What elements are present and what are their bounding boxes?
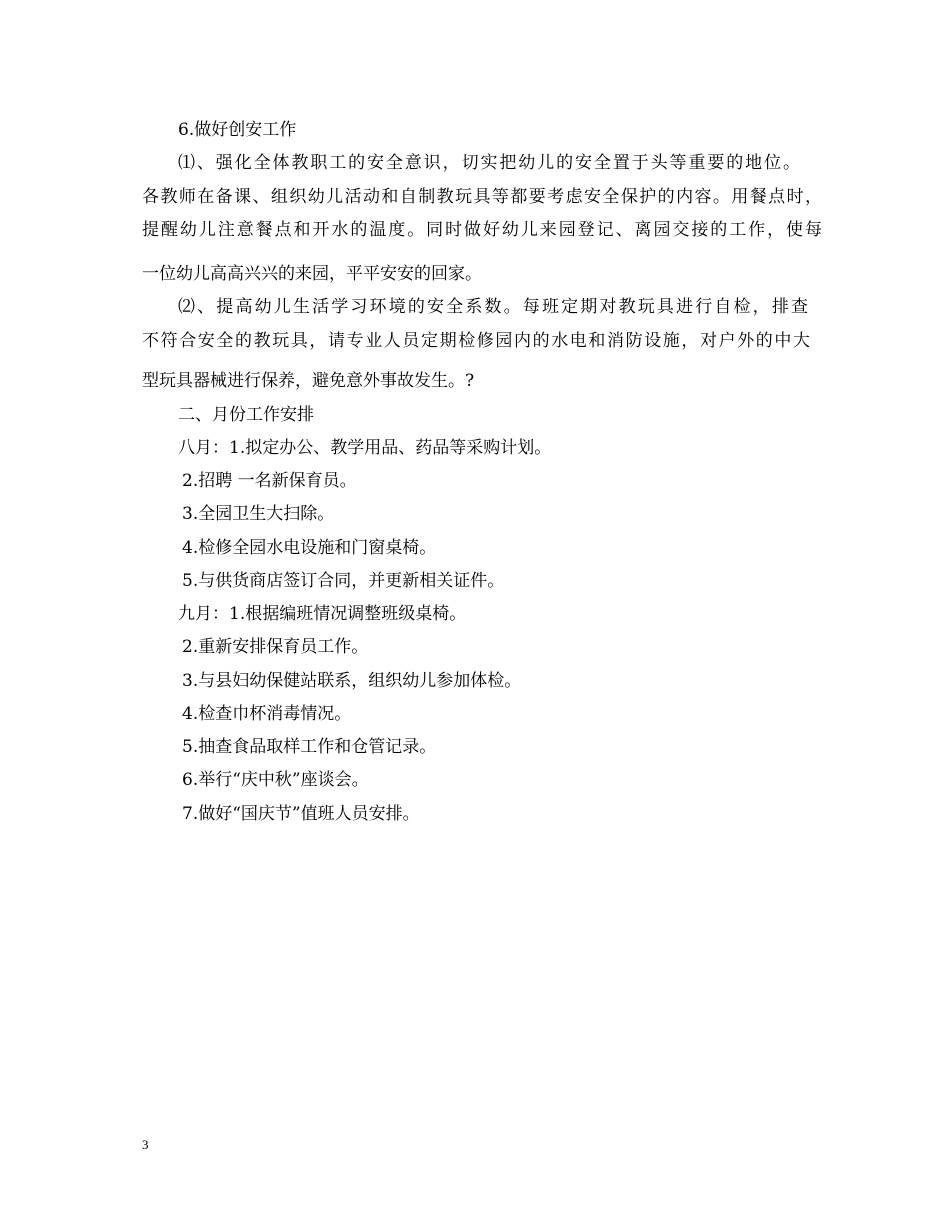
paragraph-line: ⑵、提高幼儿生活学习环境的安全系数。每班定期对教玩具进行自检，排查 — [178, 297, 808, 317]
list-item: 4.检查巾杯消毒情况。 — [182, 704, 352, 724]
paragraph-line: 不符合安全的教玩具，请专业人员定期检修园内的水电和消防设施，对户外的中大 — [142, 331, 810, 351]
list-item: 2.重新安排保育员工作。 — [182, 637, 369, 657]
list-item: 7.做好“国庆节”值班人员安排。 — [182, 804, 420, 824]
list-item: 5.与供货商店签订合同，并更新相关证件。 — [182, 571, 505, 591]
list-item: 4.检修全园水电设施和门窗桌椅。 — [182, 538, 437, 558]
list-item: 6.举行“庆中秋”座谈会。 — [182, 770, 369, 790]
page-number: 3 — [142, 1137, 149, 1152]
list-item: 5.抽查食品取样工作和仓管记录。 — [182, 737, 437, 757]
list-item: 3.全园卫生大扫除。 — [182, 504, 335, 524]
list-item: 八月：1.拟定办公、教学用品、药品等采购计划。 — [178, 438, 552, 458]
section-heading-monthly: 二、月份工作安排 — [178, 405, 314, 425]
paragraph-line: 型玩具器械进行保养，避免意外事故发生。? — [142, 371, 475, 391]
list-item: 2.招聘 一名新保育员。 — [182, 471, 357, 491]
paragraph-line: ⑴、强化全体教职工的安全意识，切实把幼儿的安全置于头等重要的地位。 — [178, 153, 800, 173]
paragraph-line: 提醒幼儿注意餐点和开水的温度。同时做好幼儿来园登记、离园交接的工作，使每 — [142, 220, 822, 240]
paragraph-line: 一位幼儿高高兴兴的来园，平平安安的回家。 — [142, 264, 482, 284]
list-item: 3.与县妇幼保健站联系，组织幼儿参加体检。 — [182, 671, 522, 691]
paragraph-line: 各教师在备课、组织幼儿活动和自制教玩具等都要考虑安全保护的内容。用餐点时， — [142, 187, 822, 207]
list-item: 九月：1.根据编班情况调整班级桌椅。 — [178, 604, 467, 624]
section-heading-safety: 6.做好创安工作 — [178, 120, 297, 140]
